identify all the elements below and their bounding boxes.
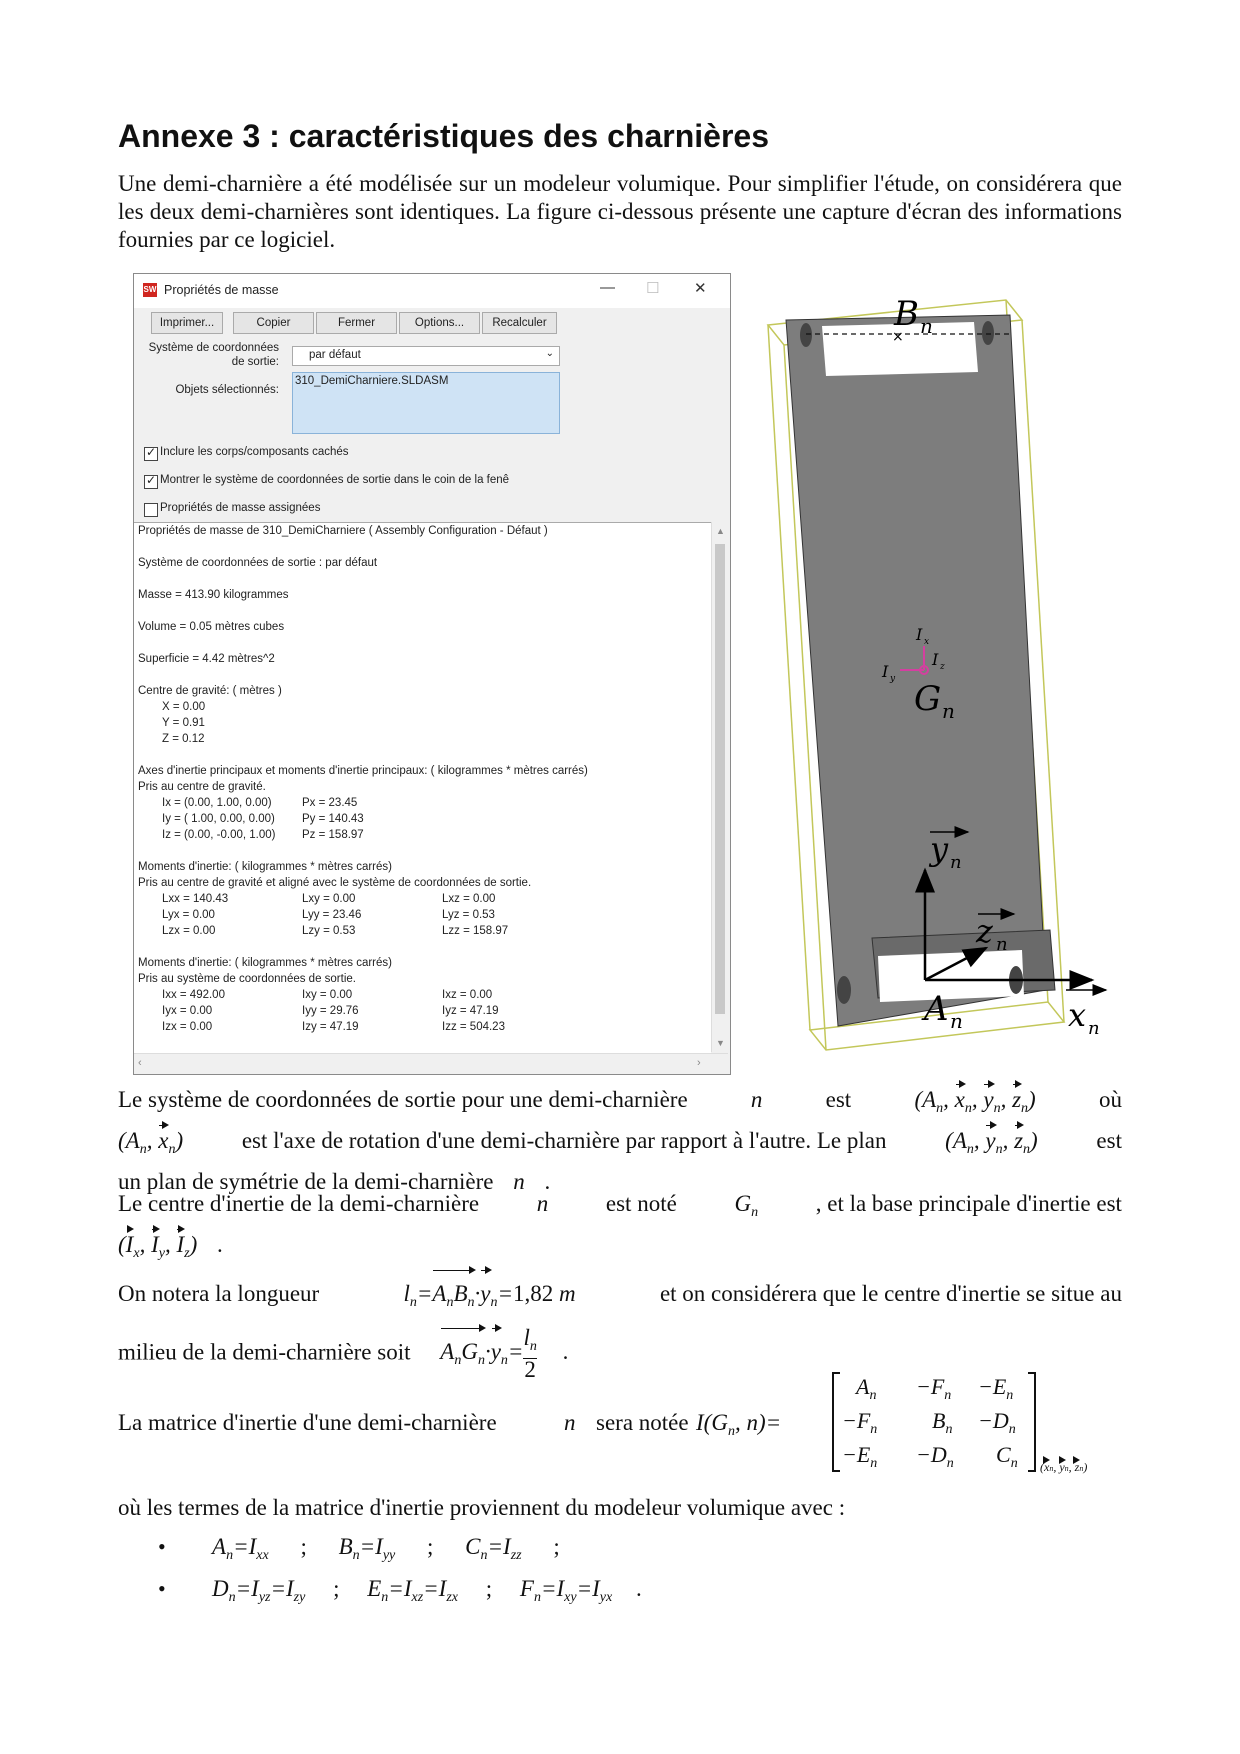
dialog-title: Propriétés de masse [164, 283, 279, 297]
show-coord-checkbox[interactable]: ✓ [146, 473, 157, 487]
p1-axis-math: ($A_n$, $x_n$) [118, 1125, 183, 1166]
inertia-value: Iyz = 47.19 [442, 1005, 499, 1017]
result-line: Pris au centre de gravité. [138, 781, 266, 793]
principal-axis: Iz = (0.00, -0.00, 1.00) [162, 829, 276, 841]
p3-text-c: milieu de la demi-charnière soit [118, 1339, 411, 1365]
label-Ix-sub: x [924, 637, 930, 647]
print-button[interactable]: Imprimer... [151, 312, 223, 334]
p4-text-b: sera notée [596, 1410, 689, 1435]
bullet-2: $D_n=I_{yz}=I_{zy}$ ; $E_n=I_{xz}=I_{zx}$ ; $F_n=I_{xy}=I_{yx}$ . [212, 1576, 642, 1605]
inertia-value: Iyx = 0.00 [162, 1005, 213, 1017]
p1-text-e: est [1096, 1128, 1122, 1153]
result-line: Masse = 413.90 kilogrammes [138, 589, 289, 601]
principal-moment: Pz = 158.97 [302, 829, 364, 841]
bullet-1: $A_n=I_{xx}$ ; $B_n=I_{yy}$ ; $C_n=I_{zz}$ ; [212, 1534, 560, 1563]
hole-bottom-left [837, 976, 851, 1004]
p1-text-d: est l'axe de rotation d'une demi-charnière par rapport à l'autre. Le plan [241, 1128, 887, 1153]
matrix-cell: $-E_n$ [978, 1374, 1014, 1403]
include-hidden-checkbox[interactable]: ✓ [146, 445, 157, 459]
result-line: Propriétés de masse de 310_DemiCharniere ( Assembly Configuration - Défaut ) [138, 525, 548, 537]
bottom-cutout [878, 950, 1024, 1002]
inertia-value: Lyx = 0.00 [162, 909, 215, 921]
p1-text-b: est [825, 1087, 852, 1112]
paragraph-length [118, 1270, 1122, 1385]
result-line: Système de coordonnées de sortie : par défaut [138, 557, 378, 569]
scroll-right-icon[interactable]: › [697, 1057, 701, 1069]
p2-text-a: Le centre d'inertie de la demi-charnière [118, 1191, 480, 1216]
scrollbar-thumb[interactable] [715, 544, 725, 1014]
matrix-cell: $-F_n$ [916, 1374, 952, 1403]
matrix-basis: (xn, yn, zn) [1040, 1460, 1088, 1474]
hole-top-left [800, 323, 812, 347]
p1-n: n [750, 1087, 763, 1112]
matrix-cell: $B_n$ [932, 1408, 953, 1437]
paragraph-coord-system [118, 1084, 1122, 1198]
label-Ix: I [916, 625, 923, 644]
p2-text-c: , et la base principale d'inertie est [815, 1191, 1122, 1216]
p4-n: n [564, 1410, 576, 1435]
copy-button[interactable]: Copier [233, 312, 314, 334]
p1-n-2: n [513, 1169, 525, 1194]
label-Bn-sub: n [920, 314, 933, 338]
result-line: X = 0.00 [162, 701, 206, 713]
label-xn: x [1068, 996, 1087, 1034]
p2-gn-math: $G_n$ [734, 1191, 759, 1220]
result-line: Axes d'inertie principaux et moments d'inertie principaux: ( kilogrammes * mètres carrés) [138, 765, 588, 777]
result-line: Pris au système de coordonnées de sortie. [138, 973, 356, 985]
label-Iy: I [882, 662, 889, 681]
p2-text-b: est noté [605, 1191, 677, 1216]
results-panel [134, 522, 711, 1053]
result-line: Centre de gravité: ( mètres ) [138, 685, 282, 697]
selected-objects-label: Objets sélectionnés: [175, 384, 279, 396]
result-line: Pris au centre de gravité et aligné avec le système de coordonnées de sortie. [138, 877, 532, 889]
matrix-cell: $-F_n$ [842, 1408, 878, 1437]
p1-plane-math: ($A_n$, $y_n$, $z_n$) [945, 1125, 1038, 1166]
hole-top-right [982, 321, 994, 345]
matrix-cell: $A_n$ [856, 1374, 877, 1403]
dialog-titlebar [134, 274, 730, 308]
p3-den: 2 [524, 1357, 536, 1382]
label-Bn: B [894, 294, 919, 334]
label-An: A [924, 989, 949, 1029]
selected-object-item[interactable]: 310_DemiCharniere.SLDASM [295, 375, 449, 387]
result-line: Moments d'inertie: ( kilogrammes * mètres carrés) [138, 957, 392, 969]
recalculate-button[interactable]: Recalculer [482, 312, 557, 334]
bullet-icon: • [158, 1576, 166, 1601]
p3-text-d: . [562, 1339, 569, 1365]
inertia-value: Lzx = 0.00 [162, 925, 216, 937]
principal-moment: Py = 140.43 [302, 813, 364, 825]
p1-text-a: Le système de coordonnées de sortie pour une demi-charnière [118, 1087, 688, 1112]
label-zn-sub: n [996, 934, 1008, 955]
paragraph-inertia-center [118, 1188, 1122, 1270]
p3-text-b: et on considérera que le centre d'inertie se situe au [659, 1281, 1122, 1306]
p4-text-a: La matrice d'inertie d'une demi-charnière [118, 1410, 497, 1435]
label-An-sub: n [950, 1009, 963, 1033]
scroll-up-icon[interactable]: ▲ [716, 526, 725, 536]
selected-objects-list[interactable] [292, 372, 560, 434]
inertia-value: Iyy = 29.76 [302, 1005, 359, 1017]
label-Iz: I [932, 650, 939, 669]
inertia-value: Lzz = 158.97 [442, 925, 509, 937]
label-Gn-sub: n [942, 699, 955, 723]
maximize-icon[interactable]: ☐ [646, 280, 660, 297]
coord-system-label: Système de coordonnées [148, 342, 279, 354]
p1-text-f: un plan de symétrie de la demi-charnière [118, 1169, 494, 1194]
matrix-cell: $-D_n$ [916, 1442, 954, 1471]
inertia-value: Izx = 0.00 [162, 1021, 213, 1033]
bullet-icon: • [158, 1534, 166, 1559]
scroll-down-icon[interactable]: ▼ [716, 1038, 725, 1048]
p3-length-math: $l_n=A_nB_n\cdot y_n=1,82$ m [403, 1270, 575, 1327]
result-line: Superficie = 4.42 mètres^2 [138, 653, 275, 665]
p4-matrix-lhs: $I(G_n$, n)= [696, 1410, 782, 1439]
p1-text-c: où [1098, 1087, 1122, 1112]
label-zn: z [976, 912, 993, 950]
horizontal-scrollbar[interactable] [134, 1053, 728, 1074]
inertia-value: Izz = 504.23 [442, 1021, 505, 1033]
p1-frame-math: ($A_n$, $x_n$, $y_n$, $z_n$) [914, 1084, 1035, 1125]
inertia-value: Ixy = 0.00 [302, 989, 353, 1001]
include-hidden-label: Inclure les corps/composants cachés [160, 446, 349, 458]
mass-properties-dialog [133, 273, 731, 1075]
coord-system-label-2: de sortie: [231, 356, 279, 368]
p3-value: 1,82 [513, 1281, 554, 1306]
minimize-icon[interactable]: — [600, 279, 615, 296]
hinge-figure [760, 290, 1130, 1060]
inertia-value: Lxx = 140.43 [162, 893, 229, 905]
inertia-value: Lyy = 23.46 [302, 909, 362, 921]
coord-system-value: par défaut [309, 349, 361, 361]
inertia-value: Ixx = 492.00 [162, 989, 225, 1001]
cross-mark: × [892, 329, 904, 345]
show-coord-label: Montrer le système de coordonnées de sortie dans le coin de la fenê [160, 474, 510, 486]
p3-ag-math: $A_nG_n\cdot y_n=$ $\frac{l_n}{2}$ [440, 1339, 537, 1364]
p1-text-g: . [544, 1169, 551, 1194]
solidworks-logo-icon: SW [143, 283, 157, 297]
result-line: Volume = 0.05 mètres cubes [138, 621, 285, 633]
result-line: Z = 0.12 [162, 733, 205, 745]
inertia-value: Lzy = 0.53 [302, 925, 356, 937]
inertia-matrix [832, 1372, 1036, 1472]
principal-axis: Ix = (0.00, 1.00, 0.00) [162, 797, 272, 809]
inertia-value: Izy = 47.19 [302, 1021, 359, 1033]
vertical-scrollbar[interactable] [711, 522, 729, 1052]
label-xn-sub: n [1088, 1018, 1100, 1039]
p2-n: n [536, 1191, 549, 1216]
matrix-cell: $-D_n$ [978, 1408, 1016, 1437]
matrix-cell: $-E_n$ [842, 1442, 878, 1471]
p2-base-math: ($I_x$, $I_y$, $I_z$) [118, 1232, 197, 1257]
result-line: Y = 0.91 [162, 717, 205, 729]
p3-unit: m [559, 1281, 576, 1306]
paragraph-terms: où les termes de la matrice d'inertie proviennent du modeleur volumique avec : [118, 1495, 846, 1520]
principal-axis: Iy = ( 1.00, 0.00, 0.00) [162, 813, 275, 825]
page-title: Annexe 3 : caractéristiques des charnières [118, 118, 769, 154]
principal-moment: Px = 23.45 [302, 797, 358, 809]
assigned-mass-checkbox[interactable] [144, 503, 158, 517]
scroll-left-icon[interactable]: ‹ [138, 1057, 142, 1069]
matrix-cell: $C_n$ [996, 1442, 1018, 1471]
label-yn: y [930, 830, 949, 868]
inertia-value: Lxy = 0.00 [302, 893, 356, 905]
label-Gn: G [914, 679, 942, 719]
close-icon[interactable]: ✕ [694, 280, 707, 297]
close-button[interactable]: Fermer [316, 312, 397, 334]
options-button[interactable]: Options... [399, 312, 480, 334]
label-yn-sub: n [950, 852, 962, 873]
inertia-value: Ixz = 0.00 [442, 989, 493, 1001]
assigned-mass-label: Propriétés de masse assignées [160, 502, 321, 514]
inertia-value: Lyz = 0.53 [442, 909, 495, 921]
chevron-down-icon: ⌄ [545, 348, 554, 359]
label-Iz-sub: z [940, 662, 945, 672]
coord-system-select[interactable] [292, 346, 560, 366]
intro-paragraph: Une demi-charnière a été modélisée sur un modeleur volumique. Pour simplifier l'étude, on considérera que les deux demi-charnières sont identiques. La figure ci-dessous présente une capture d'écran des informations fournies par ce logiciel. [118, 171, 1122, 252]
result-line: Moments d'inertie: ( kilogrammes * mètres carrés) [138, 861, 392, 873]
p3-text-a: On notera la longueur [118, 1281, 320, 1306]
p2-text-d: . [217, 1232, 223, 1257]
inertia-value: Lxz = 0.00 [442, 893, 496, 905]
label-Iy-sub: y [890, 674, 896, 684]
